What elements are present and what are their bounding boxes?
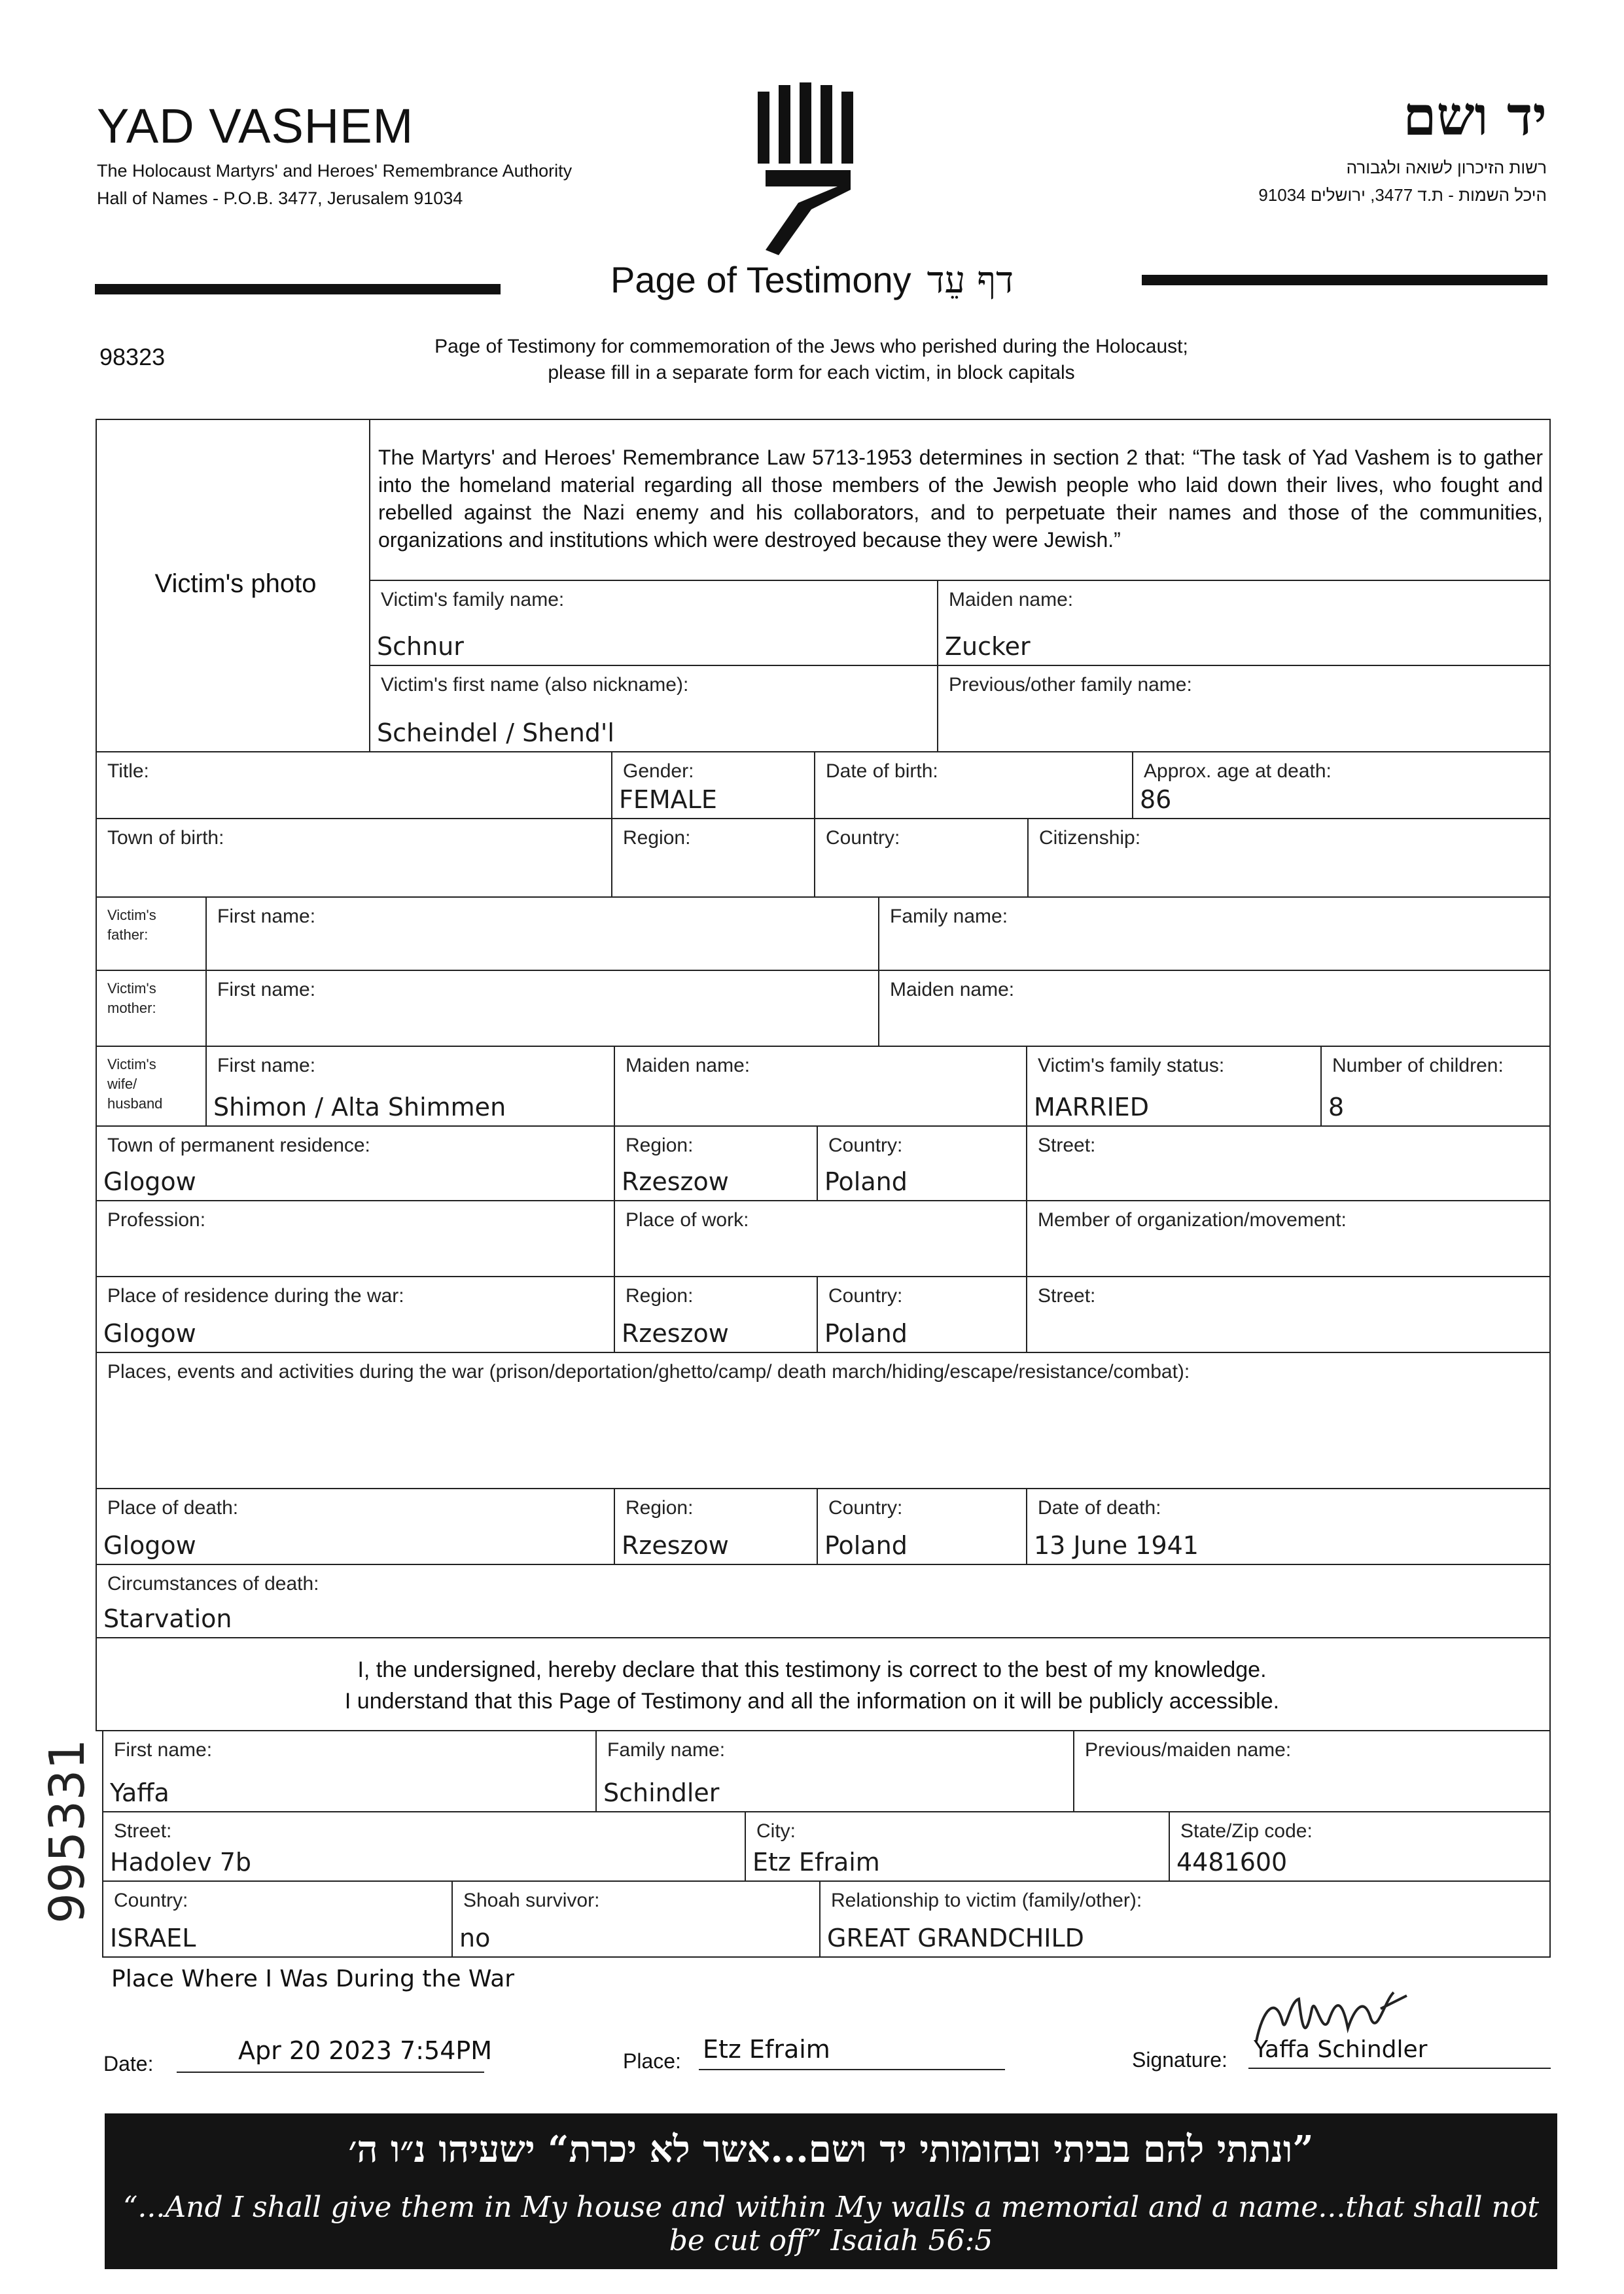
- isaiah-quote-banner: [105, 2113, 1557, 2269]
- shoah-survivor-label: Shoah survivor:: [463, 1890, 600, 1911]
- permanent-region-label: Region:: [626, 1135, 694, 1156]
- org-subtitle-hebrew: [1258, 154, 1547, 209]
- father-family-name-label: Family name:: [890, 906, 1008, 927]
- page-title-he: דף עֵד: [927, 259, 1014, 302]
- date-of-death-value: 13 June 1941: [1034, 1531, 1199, 1560]
- place-of-work-field[interactable]: [614, 1200, 1027, 1277]
- father-row-label: Victim's father:: [107, 907, 156, 943]
- submitter-zip-field[interactable]: [1169, 1811, 1551, 1882]
- town-of-birth-label: Town of birth:: [107, 827, 224, 849]
- victim-family-name-field[interactable]: [369, 580, 938, 666]
- submitter-street-label: Street:: [114, 1820, 172, 1842]
- submitter-country-label: Country:: [114, 1890, 188, 1911]
- war-region-label: Region:: [626, 1285, 694, 1307]
- permanent-country-value: Poland: [824, 1167, 908, 1196]
- birth-country-label: Country:: [826, 827, 900, 849]
- intro-text: [327, 334, 1296, 386]
- submitter-zip-label: State/Zip code:: [1180, 1820, 1313, 1842]
- war-region-value: Rzeszow: [622, 1319, 729, 1348]
- victim-maiden-name-value: Zucker: [945, 632, 1031, 661]
- org-subtitle-line1: The Holocaust Martyrs' and Heroes' Remembrance Authority: [97, 161, 573, 181]
- signoff-date-label: Date:: [103, 2052, 154, 2075]
- signature-label: Signature:: [1132, 2048, 1227, 2072]
- submitter-first-name-value: Yaffa: [110, 1778, 169, 1807]
- submitter-family-name-value: Schindler: [603, 1778, 720, 1807]
- place-of-death-field[interactable]: [96, 1488, 615, 1565]
- permanent-region-value: Rzeszow: [622, 1167, 729, 1196]
- submitter-previous-name-label: Previous/maiden name:: [1085, 1739, 1292, 1761]
- victim-previous-family-name-label: Previous/other family name:: [949, 674, 1192, 696]
- father-first-name-field[interactable]: [205, 896, 879, 971]
- death-country-value: Poland: [824, 1531, 908, 1560]
- mother-row-label-cell: [96, 970, 207, 1047]
- member-organization-field[interactable]: [1026, 1200, 1551, 1277]
- page-title: [0, 258, 1624, 302]
- law-text: The Martyrs' and Heroes' Remembrance Law 5713-1953 determines in section 2 that: “The task of Yad Vashem is to gather into the homeland material regarding all those members of the Jewish people who laid down their lives, who fought and rebelled against the Nazi enemy and his collaborators, and to perpetuate their names and those of the communities, organizations and institutions which were destroyed because they were Jewish.”: [378, 446, 1543, 552]
- shoah-survivor-value: no: [459, 1924, 491, 1952]
- submitter-previous-name-field[interactable]: [1073, 1730, 1551, 1812]
- signature-line: [1248, 2068, 1551, 2069]
- member-organization-label: Member of organization/movement:: [1038, 1209, 1347, 1231]
- victim-family-name-label: Victim's family name:: [381, 589, 565, 610]
- org-subtitle-he-line1: רשות הזיכרון לשואה ולגבורה: [1346, 158, 1547, 177]
- victim-gender-field[interactable]: [611, 751, 815, 819]
- circumstances-of-death-value: Starvation: [103, 1604, 232, 1633]
- relationship-label: Relationship to victim (family/other):: [831, 1890, 1142, 1911]
- mother-first-name-label: First name:: [217, 979, 316, 1000]
- mother-row-label: Victim's mother:: [107, 980, 156, 1016]
- war-residence-field[interactable]: [96, 1276, 615, 1353]
- father-first-name-label: First name:: [217, 906, 316, 927]
- victim-dob-label: Date of birth:: [826, 760, 938, 782]
- signoff-place-value[interactable]: Etz Efraim: [703, 2035, 830, 2064]
- spouse-maiden-name-field[interactable]: [614, 1046, 1027, 1127]
- submitter-country-field[interactable]: [102, 1880, 453, 1958]
- mother-maiden-name-label: Maiden name:: [890, 979, 1015, 1000]
- form-number: 98323: [99, 344, 166, 370]
- mother-first-name-field[interactable]: [205, 970, 879, 1047]
- org-subtitle: [97, 157, 572, 212]
- submitter-city-label: City:: [756, 1820, 796, 1842]
- submitter-city-value: Etz Efraim: [752, 1848, 880, 1877]
- father-row-label-cell: [96, 896, 207, 971]
- isaiah-quote-english: “...And I shall give them in My house and within My walls a memorial and a name...that shall not be cut off” Isaiah 56:5: [122, 2191, 1540, 2257]
- number-of-children-label: Number of children:: [1332, 1055, 1504, 1076]
- submitter-street-value: Hadolev 7b: [110, 1848, 252, 1877]
- war-country-field[interactable]: [817, 1276, 1027, 1353]
- signoff-place-label: Place:: [623, 2049, 681, 2073]
- war-country-value: Poland: [824, 1319, 908, 1348]
- submitter-family-name-field[interactable]: [595, 1730, 1074, 1812]
- citizenship-label: Citizenship:: [1039, 827, 1141, 849]
- relationship-field[interactable]: [819, 1880, 1551, 1958]
- declaration-line2: I understand that this Page of Testimony and all the information on it will be publicly accessible.: [344, 1689, 1280, 1714]
- yad-vashem-logo-icon: [752, 79, 870, 262]
- permanent-street-field[interactable]: [1026, 1125, 1551, 1201]
- submitter-city-field[interactable]: [745, 1811, 1170, 1882]
- declaration-line1: I, the undersigned, hereby declare that this testimony is correct to the best of my knowledge.: [357, 1657, 1267, 1682]
- birth-country-field[interactable]: [814, 818, 1029, 898]
- war-street-label: Street:: [1038, 1285, 1096, 1307]
- war-street-field[interactable]: [1026, 1276, 1551, 1353]
- citizenship-field[interactable]: [1027, 818, 1551, 898]
- war-events-label: Places, events and activities during the war (prison/deportation/ghetto/camp/ death march/hiding/escape/resistance/combat):: [107, 1361, 1190, 1383]
- place-of-death-value: Glogow: [103, 1531, 196, 1560]
- victim-photo-label: Victim's photo: [154, 569, 317, 598]
- permanent-country-field[interactable]: [817, 1125, 1027, 1201]
- spouse-row-label: Victim's wife/ husband: [107, 1056, 163, 1112]
- victim-first-name-value: Scheindel / Shend'l: [377, 718, 614, 747]
- birth-region-field[interactable]: [611, 818, 815, 898]
- spouse-first-name-value: Shimon / Alta Shimmen: [213, 1093, 506, 1121]
- signoff-place-line: [699, 2069, 1005, 2070]
- war-region-field[interactable]: [614, 1276, 818, 1353]
- org-name-hebrew: יד ושם: [1403, 85, 1547, 148]
- death-country-field[interactable]: [817, 1488, 1027, 1565]
- shoah-survivor-field[interactable]: [451, 1880, 821, 1958]
- victim-first-name-field[interactable]: [369, 665, 938, 752]
- circumstances-of-death-label: Circumstances of death:: [107, 1573, 319, 1595]
- submitter-country-value: ISRAEL: [110, 1924, 196, 1952]
- page-title-en: Page of Testimony: [610, 259, 911, 300]
- place-of-death-label: Place of death:: [107, 1497, 239, 1519]
- side-record-number: 995331: [39, 1738, 96, 1924]
- victim-dob-field[interactable]: [814, 751, 1133, 819]
- victim-age-label: Approx. age at death:: [1144, 760, 1332, 782]
- spouse-first-name-label: First name:: [217, 1055, 316, 1076]
- death-region-value: Rzeszow: [622, 1531, 729, 1560]
- signature-value[interactable]: Yaffa Schindler: [1254, 2036, 1428, 2063]
- permanent-country-label: Country:: [828, 1135, 903, 1156]
- family-status-label: Victim's family status:: [1038, 1055, 1225, 1076]
- declaration-text: [0, 1654, 1624, 1717]
- signoff-date-value[interactable]: Apr 20 2023 7:54PM: [238, 2036, 493, 2065]
- father-family-name-field[interactable]: [878, 896, 1551, 971]
- victim-previous-family-name-field[interactable]: [937, 665, 1551, 752]
- profession-label: Profession:: [107, 1209, 206, 1231]
- victim-gender-value: FEMALE: [619, 785, 717, 814]
- victim-maiden-name-label: Maiden name:: [949, 589, 1074, 610]
- war-residence-value: Glogow: [103, 1319, 196, 1348]
- victim-age-field[interactable]: [1132, 751, 1551, 819]
- relationship-value: GREAT GRANDCHILD: [827, 1924, 1084, 1952]
- family-status-value: MARRIED: [1034, 1093, 1150, 1121]
- org-name: YAD VASHEM: [97, 99, 414, 153]
- org-subtitle-he-line2: היכל השמות - ת.ד 3477, ירושלים 91034: [1258, 185, 1547, 205]
- place-of-work-label: Place of work:: [626, 1209, 749, 1231]
- submitter-first-name-field[interactable]: [102, 1730, 597, 1812]
- permanent-town-label: Town of permanent residence:: [107, 1135, 370, 1156]
- spouse-maiden-name-label: Maiden name:: [626, 1055, 750, 1076]
- war-place-note: Place Where I Was During the War: [111, 1966, 515, 1992]
- spouse-row-label-cell: [96, 1046, 207, 1127]
- war-residence-label: Place of residence during the war:: [107, 1285, 404, 1307]
- death-country-label: Country:: [828, 1497, 903, 1519]
- victim-age-value: 86: [1140, 785, 1172, 814]
- circumstances-of-death-field[interactable]: [96, 1564, 1551, 1638]
- victim-first-name-label: Victim's first name (also nickname):: [381, 674, 689, 696]
- spouse-first-name-field[interactable]: [205, 1046, 615, 1127]
- victim-title-field[interactable]: [96, 751, 612, 819]
- number-of-children-value: 8: [1328, 1093, 1345, 1121]
- victim-maiden-name-field[interactable]: [937, 580, 1551, 666]
- number-of-children-field[interactable]: [1320, 1046, 1551, 1127]
- family-status-field[interactable]: [1026, 1046, 1322, 1127]
- submitter-street-field[interactable]: [102, 1811, 746, 1882]
- permanent-town-value: Glogow: [103, 1167, 196, 1196]
- date-of-death-label: Date of death:: [1038, 1497, 1161, 1519]
- isaiah-quote-hebrew: ”ונתתי להם בביתי ובחומותי יד ושם...אשר לא יכרת“ ישעיהו נ״ו ה׳: [348, 2128, 1314, 2171]
- birth-region-label: Region:: [623, 827, 691, 849]
- death-region-label: Region:: [626, 1497, 694, 1519]
- mother-maiden-name-field[interactable]: [878, 970, 1551, 1047]
- intro-line1: Page of Testimony for commemoration of the Jews who perished during the Holocaust;: [434, 336, 1188, 357]
- intro-line2: please fill in a separate form for each victim, in block capitals: [548, 362, 1075, 383]
- submitter-zip-value: 4481600: [1176, 1848, 1288, 1877]
- war-country-label: Country:: [828, 1285, 903, 1307]
- signoff-date-line: [177, 2072, 484, 2073]
- death-region-field[interactable]: [614, 1488, 818, 1565]
- permanent-town-field[interactable]: [96, 1125, 615, 1201]
- victim-title-label: Title:: [107, 760, 149, 782]
- permanent-region-field[interactable]: [614, 1125, 818, 1201]
- victim-family-name-value: Schnur: [377, 632, 464, 661]
- org-subtitle-line2: Hall of Names - P.O.B. 3477, Jerusalem 91034: [97, 188, 463, 208]
- town-of-birth-field[interactable]: [96, 818, 612, 898]
- submitter-family-name-label: Family name:: [607, 1739, 726, 1761]
- permanent-street-label: Street:: [1038, 1135, 1096, 1156]
- war-events-field[interactable]: [96, 1352, 1551, 1489]
- submitter-first-name-label: First name:: [114, 1739, 213, 1761]
- profession-field[interactable]: [96, 1200, 615, 1277]
- victim-gender-label: Gender:: [623, 760, 694, 782]
- date-of-death-field[interactable]: [1026, 1488, 1551, 1565]
